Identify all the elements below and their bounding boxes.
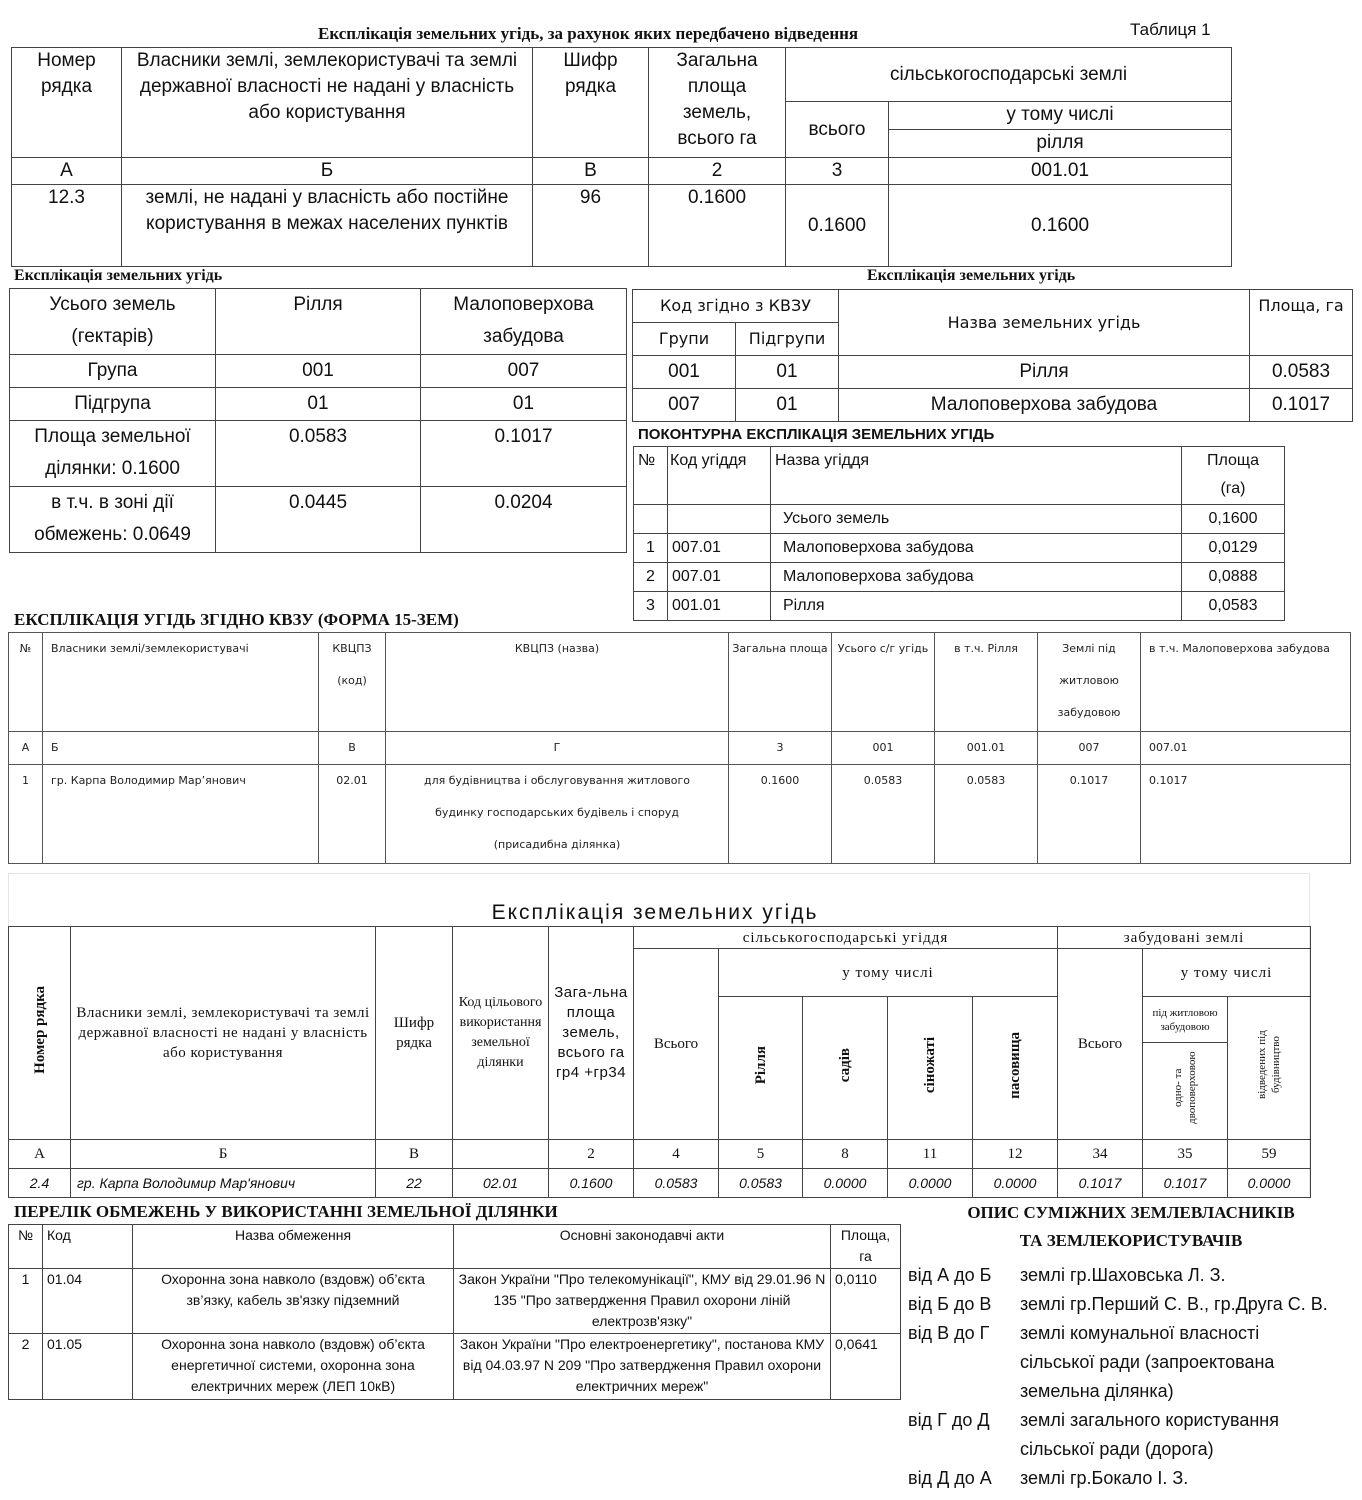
row-code: 007.01 — [668, 534, 771, 563]
row-name: Рілля — [839, 356, 1250, 389]
row-name: Малоповерхова забудова — [771, 563, 1182, 592]
row-no: 1 — [634, 534, 668, 563]
row-agri-total: 0.0583 — [634, 1169, 719, 1198]
adjacent-from: від А до Б — [908, 1265, 992, 1285]
header-low-rise: в т.ч. Малоповерхова забудова — [1141, 633, 1351, 732]
table1-label: Таблиця 1 — [1130, 20, 1211, 39]
header-name: Назва угіддя — [771, 447, 1182, 505]
row-no: 2 — [9, 1334, 43, 1400]
row-area: 0,0583 — [1182, 592, 1285, 621]
index-cell: А — [9, 1140, 71, 1169]
header-low-rise: Малоповерхова забудова — [421, 289, 627, 355]
row-value: 007 — [421, 355, 627, 388]
header-code: Код — [43, 1225, 133, 1269]
index-cell: 3 — [786, 158, 889, 185]
index-cell: 3 — [729, 732, 832, 765]
header-code: Шифр рядка — [533, 48, 649, 158]
row-low-rise: 0.1017 — [1141, 765, 1351, 864]
header-owners: Власники землі/землекористувачі — [43, 633, 319, 732]
header-row-number: Номер рядка — [12, 48, 122, 158]
row-area: 0.1017 — [1250, 389, 1353, 422]
row-area: 0,0129 — [1182, 534, 1285, 563]
table3-kvzu-explication — [632, 289, 1353, 422]
header-gardens — [803, 997, 888, 1140]
header-kvcpz-code: КВЦПЗ (код) — [319, 633, 386, 732]
header-low-rise — [1143, 1043, 1228, 1140]
row-no: 3 — [634, 592, 668, 621]
index-cell: 12 — [973, 1140, 1058, 1169]
table-row — [9, 1169, 1311, 1198]
table3-title: Експлікація земельних угідь — [867, 267, 1076, 284]
row-value: 0.0204 — [421, 487, 627, 553]
header-kvzu: Код згідно з КВЗУ — [633, 290, 839, 323]
table-row — [634, 534, 1285, 563]
index-cell: 59 — [1228, 1140, 1311, 1169]
row-arable: 0.0583 — [935, 765, 1038, 864]
table1-allotment-explication — [11, 47, 1232, 267]
adjacent-from: від Г до Д — [908, 1410, 990, 1430]
row-gardens: 0.0000 — [803, 1169, 888, 1198]
index-cell: Б — [122, 158, 533, 185]
row-name: Охоронна зона навколо (вздовж) об’єкта енергетичної системи, охоронна зона електричних мереж (ЛЕП 10кВ) — [133, 1334, 454, 1400]
row-name: Рілля — [771, 592, 1182, 621]
row-agri: 0.0583 — [832, 765, 935, 864]
row-no: 1 — [9, 765, 43, 864]
adjacent-item — [908, 1290, 1358, 1319]
index-cell: 34 — [1058, 1140, 1143, 1169]
row-code: 96 — [533, 185, 649, 267]
row-total: 0.1600 — [649, 185, 786, 267]
row-code: 001.01 — [668, 592, 771, 621]
row-code: 22 — [376, 1169, 453, 1198]
row-acts: Закон України "Про електроенергетику", постанова КМУ від 04.03.97 N 209 "Про затвердження Правил охорони електричних мереж" — [454, 1334, 831, 1400]
adjacent-desc: землі гр.Бокало І. З. — [1020, 1468, 1189, 1488]
table-row — [10, 421, 627, 487]
index-cell: 001 — [832, 732, 935, 765]
table-row — [634, 505, 1285, 534]
row-number: 12.3 — [12, 185, 122, 267]
header-row-number-text: Номер рядка — [31, 986, 48, 1074]
row-value: 001 — [216, 355, 421, 388]
header-subgroups: Підгрупи — [736, 323, 839, 356]
table7-restrictions — [8, 1224, 901, 1400]
table-row — [634, 563, 1285, 592]
header-residential: Землі під житловою забудовою — [1038, 633, 1141, 732]
adjacent-item — [908, 1406, 1358, 1464]
row-area: 0,0888 — [1182, 563, 1285, 592]
table5-title: ЕКСПЛІКАЦІЯ УГІДЬ ЗГІДНО КВЗУ (ФОРМА 15-ЗЕМ) — [14, 610, 459, 629]
row-name: Малоповерхова забудова — [839, 389, 1250, 422]
header-arable: в т.ч. Рілля — [935, 633, 1038, 732]
index-cell — [453, 1140, 549, 1169]
header-low-rise-text: одно- та двоповерховою — [1172, 1051, 1199, 1125]
header-acts: Основні законодавчі акти — [454, 1225, 831, 1269]
row-number: 2.4 — [9, 1169, 71, 1198]
header-arable — [719, 997, 803, 1140]
header-agri-including: у тому числі — [719, 949, 1058, 997]
table6-land-explication — [8, 926, 1311, 1198]
row-group: 001 — [633, 356, 736, 389]
header-owners: Власники землі, землекористувачі та землі державної власності не надані у власність або користування — [122, 48, 533, 158]
adjacent-list — [908, 1261, 1358, 1493]
header-area: Площа (га) — [1182, 447, 1285, 505]
header-agri-total: Всього — [634, 949, 719, 1140]
row-owner: гр. Карпа Володимир Мар’янович — [43, 765, 319, 864]
table-row — [9, 1334, 901, 1400]
header-including: у тому числі — [889, 102, 1232, 130]
index-cell: В — [533, 158, 649, 185]
header-name: Назва земельних угідь — [839, 290, 1250, 356]
header-groups: Групи — [633, 323, 736, 356]
row-value: 0.0445 — [216, 487, 421, 553]
row-no — [634, 505, 668, 534]
header-kvcpz-name: КВЦПЗ (назва) — [386, 633, 729, 732]
index-cell: В — [376, 1140, 453, 1169]
adjacent-desc: землі загального користування сільської ради (дорога) — [1020, 1410, 1279, 1459]
adjacent-item — [908, 1261, 1358, 1290]
table-row — [633, 356, 1353, 389]
table1-title: Експлікація земельних угідь, за рахунок яких передбачено відведення — [318, 24, 859, 43]
row-label: в т.ч. в зоні дії обмежень: 0.0649 — [10, 487, 216, 553]
header-allotted-text: відведених під будівництво — [1256, 1030, 1283, 1100]
table-row — [12, 185, 1232, 267]
adjacent-from: від Б до В — [908, 1294, 992, 1314]
header-arable: рілля — [889, 130, 1232, 158]
header-allotted — [1228, 997, 1311, 1140]
index-cell: 35 — [1143, 1140, 1228, 1169]
row-agri-total: 0.1600 — [786, 185, 889, 267]
row-label: Підгрупа — [10, 388, 216, 421]
table4-contour-explication — [633, 446, 1285, 621]
index-row — [9, 732, 1351, 765]
row-pastures: 0.0000 — [973, 1169, 1058, 1198]
row-low-rise: 0.1017 — [1143, 1169, 1228, 1198]
row-code: 01.05 — [43, 1334, 133, 1400]
row-area: 0,1600 — [1182, 505, 1285, 534]
table-row — [10, 388, 627, 421]
table-row — [10, 487, 627, 553]
row-hayfields: 0.0000 — [888, 1169, 973, 1198]
header-area: Площа, га — [1250, 290, 1353, 356]
table-row — [10, 355, 627, 388]
row-name: Усього земель — [771, 505, 1182, 534]
index-cell: В — [319, 732, 386, 765]
header-hayfields — [888, 997, 973, 1140]
row-value: 01 — [421, 388, 627, 421]
row-owner: гр. Карпа Володимир Мар'янович — [71, 1169, 376, 1198]
table7-title: ПЕРЕЛІК ОБМЕЖЕНЬ У ВИКОРИСТАННІ ЗЕМЕЛЬНОЇ ДІЛЯНКИ — [14, 1202, 558, 1221]
row-name: Малоповерхова забудова — [771, 534, 1182, 563]
adjacent-title-line2: ТА ЗЕМЛЕКОРИСТУВАЧІВ — [1019, 1231, 1243, 1250]
table2-title: Експлікація земельних угідь — [14, 267, 223, 284]
row-value: 0.0583 — [216, 421, 421, 487]
index-cell: Г — [386, 732, 729, 765]
index-cell: Б — [71, 1140, 376, 1169]
row-no: 1 — [9, 1269, 43, 1334]
header-total-area: Загальна площа земель, всього га — [649, 48, 786, 158]
header-no: № — [634, 447, 668, 505]
index-cell: 5 — [719, 1140, 803, 1169]
index-cell: 007 — [1038, 732, 1141, 765]
row-subgroup: 01 — [736, 356, 839, 389]
table-row — [9, 1269, 901, 1334]
row-name: Охоронна зона навколо (вздовж) об’єкта зв’язку, кабель зв'язку підземний — [133, 1269, 454, 1334]
row-label: Площа земельної ділянки: 0.1600 — [10, 421, 216, 487]
row-arable: 0.0583 — [719, 1169, 803, 1198]
table-row — [634, 592, 1285, 621]
header-total: Загальна площа — [729, 633, 832, 732]
row-acts: Закон України "Про телекомунікації", КМУ від 29.01.96 N 135 "Про затвердження Правил охорони ліній електрозв'язку" — [454, 1269, 831, 1334]
header-arable-text: Рілля — [752, 1045, 769, 1085]
row-total: 0.1600 — [549, 1169, 634, 1198]
header-built-including: у тому числі — [1143, 949, 1311, 997]
header-agri-total: всього — [786, 102, 889, 158]
row-code — [668, 505, 771, 534]
row-area: 0,0110 — [831, 1269, 901, 1334]
adjacent-title-line1: ОПИС СУМІЖНИХ ЗЕМЛЕВЛАСНИКІВ — [967, 1203, 1295, 1222]
header-built: забудовані землі — [1058, 927, 1311, 949]
table6-title: Експлікація земельних угідь — [491, 901, 819, 924]
table5-form15-explication — [8, 632, 1351, 864]
index-cell: 001.01 — [889, 158, 1232, 185]
index-row — [9, 1140, 1311, 1169]
row-value: 0.1017 — [421, 421, 627, 487]
header-agri: сільськогосподарські угіддя — [634, 927, 1058, 949]
row-label: Група — [10, 355, 216, 388]
header-total-area: Зага-льна площа земель, всього га гр4 +гр34 — [549, 927, 634, 1140]
header-owners: Власники землі, землекористувачі та землі державної власності не надані у власність або користування — [71, 927, 376, 1140]
header-no: № — [9, 633, 43, 732]
index-cell: 2 — [549, 1140, 634, 1169]
row-area: 0.0583 — [1250, 356, 1353, 389]
row-residential: 0.1017 — [1038, 765, 1141, 864]
adjacent-desc: землі комунальної власності сільської ради (запроектована земельна ділянка) — [1020, 1323, 1275, 1401]
header-hayfields-text: сіножаті — [922, 1036, 938, 1094]
index-cell: 8 — [803, 1140, 888, 1169]
adjacent-desc: землі гр.Шаховська Л. З. — [1020, 1265, 1226, 1285]
header-purpose-code: Код цільового використання земельної ділянки — [453, 927, 549, 1140]
header-arable: Рілля — [216, 289, 421, 355]
index-cell: Б — [43, 732, 319, 765]
adjacent-from: від В до Г — [908, 1323, 990, 1343]
header-built-total: Всього — [1058, 949, 1143, 1140]
table2-land-explication — [9, 288, 627, 553]
table-row — [633, 389, 1353, 422]
header-pastures — [973, 997, 1058, 1140]
row-arable: 0.1600 — [889, 185, 1232, 267]
adjacent-from: від Д до А — [908, 1468, 992, 1488]
header-gardens-text: садів — [837, 1047, 853, 1083]
header-row-number — [9, 927, 71, 1140]
header-area: Площа, га — [831, 1225, 901, 1269]
header-code: Код угіддя — [668, 447, 771, 505]
table-row — [9, 765, 1351, 864]
header-residential: під житловою забудовою — [1143, 997, 1228, 1043]
adjacent-desc: землі гр.Перший С. В., гр.Друга С. В. — [1020, 1294, 1328, 1314]
row-code: 01.04 — [43, 1269, 133, 1334]
row-purpose-code: 02.01 — [453, 1169, 549, 1198]
row-area: 0,0641 — [831, 1334, 901, 1400]
row-value: 01 — [216, 388, 421, 421]
row-no: 2 — [634, 563, 668, 592]
row-built-total: 0.1017 — [1058, 1169, 1143, 1198]
header-pastures-text: пасовища — [1007, 1031, 1023, 1099]
table4-title: ПОКОНТУРНА ЕКСПЛІКАЦІЯ ЗЕМЕЛЬНИХ УГІДЬ — [638, 426, 995, 443]
row-total: 0.1600 — [729, 765, 832, 864]
header-agri: Усього с/г угідь — [832, 633, 935, 732]
index-cell: 007.01 — [1141, 732, 1351, 765]
header-agri: сільськогосподарські землі — [786, 48, 1232, 102]
row-kvcpz-code: 02.01 — [319, 765, 386, 864]
row-owner: землі, не надані у власність або постійне користування в межах населених пунктів — [122, 185, 533, 267]
row-kvcpz-name: для будівництва і обслуговування житлового будинку господарських будівель і споруд (присадибна ділянка) — [386, 765, 729, 864]
index-cell: А — [9, 732, 43, 765]
row-group: 007 — [633, 389, 736, 422]
header-total-lands: Усього земель (гектарів) — [10, 289, 216, 355]
index-cell: 11 — [888, 1140, 973, 1169]
index-cell: 001.01 — [935, 732, 1038, 765]
adjacent-item — [908, 1319, 1358, 1406]
row-code: 007.01 — [668, 563, 771, 592]
row-allotted: 0.0000 — [1228, 1169, 1311, 1198]
index-cell: 2 — [649, 158, 786, 185]
index-cell: А — [12, 158, 122, 185]
index-cell: 4 — [634, 1140, 719, 1169]
header-name: Назва обмеження — [133, 1225, 454, 1269]
adjacent-item — [908, 1464, 1358, 1493]
index-row — [12, 158, 1232, 185]
row-subgroup: 01 — [736, 389, 839, 422]
header-no: № — [9, 1225, 43, 1269]
header-code: Шифр рядка — [376, 927, 453, 1140]
